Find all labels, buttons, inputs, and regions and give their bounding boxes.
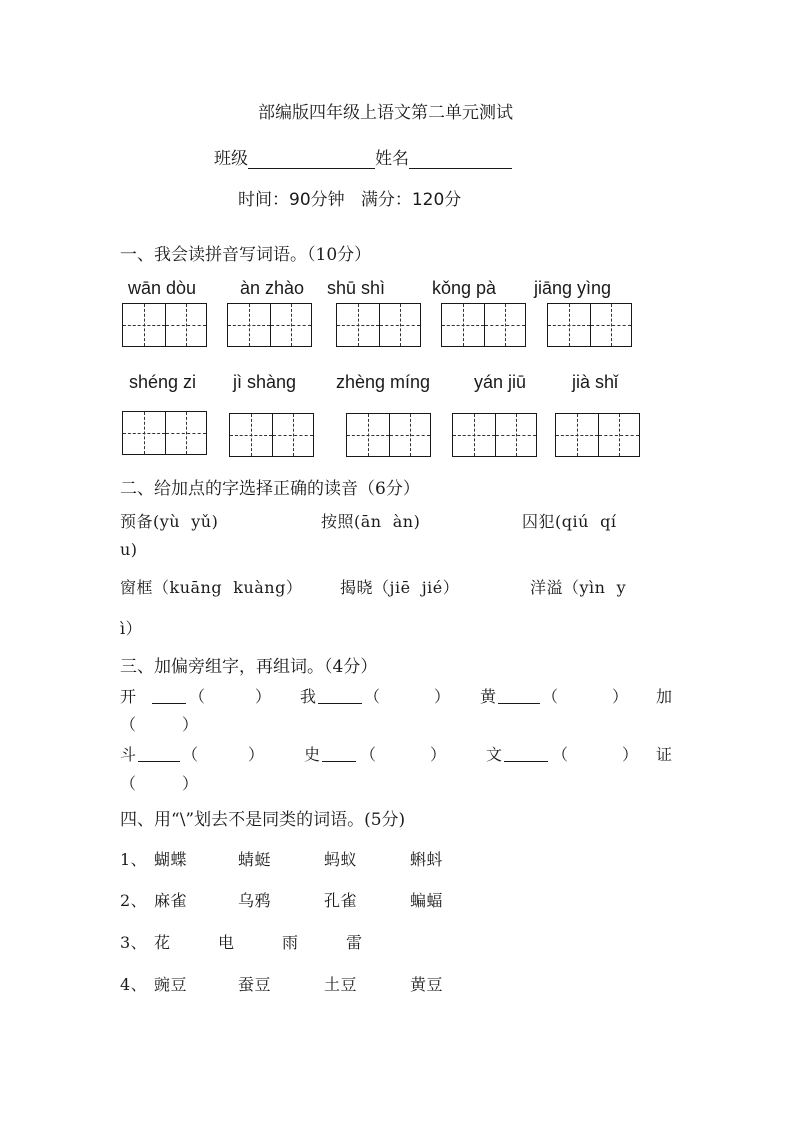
radical-char: 加 xyxy=(656,687,673,706)
paren-open: （ xyxy=(189,687,206,706)
class-blank[interactable] xyxy=(248,148,375,169)
word[interactable]: 蜻蜓 xyxy=(238,850,272,869)
reading-item-3: 囚犯(qiú qí xyxy=(522,512,617,531)
paren-open: （ xyxy=(364,687,381,706)
word[interactable]: 蚕豆 xyxy=(238,975,272,994)
word-group-number: 4、 xyxy=(120,975,148,994)
word[interactable]: 蝙蝠 xyxy=(410,891,444,910)
answer-blank[interactable] xyxy=(504,742,548,762)
pinyin-10: jià shǐ xyxy=(572,372,619,392)
writing-grid[interactable] xyxy=(336,303,421,347)
name-label: 姓名 xyxy=(375,149,409,169)
paren-close: ） xyxy=(255,687,272,706)
radical-char: 开 xyxy=(120,687,137,706)
radical-char: 文 xyxy=(486,745,503,764)
word-group-number: 3、 xyxy=(120,933,148,952)
word[interactable]: 土豆 xyxy=(324,975,358,994)
reading-item-3-cont: u) xyxy=(120,540,138,559)
word[interactable]: 花 xyxy=(154,933,171,952)
pinyin-7: jì shàng xyxy=(233,372,297,392)
section-1-heading: 一、我会读拼音写词语。（10分） xyxy=(120,245,372,265)
reading-item-4: 窗框（kuāng kuàng） xyxy=(120,578,303,597)
writing-grid[interactable] xyxy=(122,303,207,347)
paren-close: ） xyxy=(434,687,451,706)
writing-grid[interactable] xyxy=(122,411,207,455)
writing-grid[interactable] xyxy=(346,413,431,457)
word[interactable]: 麻雀 xyxy=(154,891,188,910)
section-4-heading: 四、用“\”划去不是同类的词语。(5分) xyxy=(120,810,406,830)
word[interactable]: 黄豆 xyxy=(410,975,444,994)
pinyin-2: àn zhào xyxy=(240,278,305,298)
paren-open: （ xyxy=(552,745,569,764)
pinyin-8: zhèng míng xyxy=(336,372,431,392)
word[interactable]: 雷 xyxy=(346,933,363,952)
answer-blank[interactable] xyxy=(498,684,540,704)
page-title: 部编版四年级上语文第二单元测试 xyxy=(258,103,513,123)
paren-close: ） xyxy=(248,745,265,764)
paren-open: （ xyxy=(542,687,559,706)
writing-grid[interactable] xyxy=(229,413,314,457)
writing-grid[interactable] xyxy=(547,303,632,347)
answer-blank[interactable] xyxy=(152,684,186,704)
writing-grid[interactable] xyxy=(452,413,537,457)
name-blank[interactable] xyxy=(409,148,512,169)
student-info-row xyxy=(214,144,512,169)
word[interactable]: 豌豆 xyxy=(154,975,188,994)
reading-item-6-cont: ì） xyxy=(120,619,143,638)
word[interactable]: 电 xyxy=(218,933,235,952)
pinyin-3: shū shì xyxy=(327,278,386,298)
answer-blank[interactable] xyxy=(138,742,180,762)
section-2-heading: 二、给加点的字选择正确的读音（6分） xyxy=(120,479,420,499)
paren-open: （ xyxy=(182,745,199,764)
word-group-number: 1、 xyxy=(120,850,148,869)
reading-item-1: 预备(yù yǔ) xyxy=(120,512,219,531)
time-score-info: 时间：90分钟 满分：120分 xyxy=(238,190,462,210)
radical-char: 史 xyxy=(304,745,321,764)
paren-close: ） xyxy=(182,774,199,793)
word[interactable]: 孔雀 xyxy=(324,891,358,910)
word[interactable]: 蚂蚁 xyxy=(324,850,358,869)
paren-close: ） xyxy=(182,715,199,734)
radical-char: 证 xyxy=(656,745,673,764)
reading-item-2: 按照(ān àn) xyxy=(321,512,421,531)
radical-char: 我 xyxy=(300,687,317,706)
class-label: 班级 xyxy=(214,149,248,169)
pinyin-1: wān dòu xyxy=(128,278,197,298)
pinyin-9: yán jiū xyxy=(474,372,527,392)
pinyin-4: kǒng pà xyxy=(432,278,497,298)
word[interactable]: 乌鸦 xyxy=(238,891,272,910)
paren-open: （ xyxy=(360,745,377,764)
word[interactable]: 蝴蝶 xyxy=(154,850,188,869)
writing-grid[interactable] xyxy=(227,303,312,347)
paren-open: （ xyxy=(120,774,137,793)
paren-open: （ xyxy=(120,715,137,734)
pinyin-6: shéng zi xyxy=(129,372,197,392)
pinyin-5: jiāng yìng xyxy=(534,278,612,298)
paren-close: ） xyxy=(430,745,447,764)
reading-item-6: 洋溢（yìn y xyxy=(530,578,627,597)
word[interactable]: 蝌蚪 xyxy=(410,850,444,869)
paren-close: ） xyxy=(612,687,629,706)
reading-item-5: 揭晓（jiē jié） xyxy=(340,578,460,597)
section-3-heading: 三、加偏旁组字，再组词。（4分） xyxy=(120,657,378,677)
writing-grid[interactable] xyxy=(555,413,640,457)
word-group-number: 2、 xyxy=(120,891,148,910)
answer-blank[interactable] xyxy=(318,684,362,704)
answer-blank[interactable] xyxy=(322,742,356,762)
radical-char: 黄 xyxy=(480,687,497,706)
radical-char: 斗 xyxy=(120,745,137,764)
writing-grid[interactable] xyxy=(441,303,526,347)
paren-close: ） xyxy=(622,745,639,764)
word[interactable]: 雨 xyxy=(282,933,299,952)
